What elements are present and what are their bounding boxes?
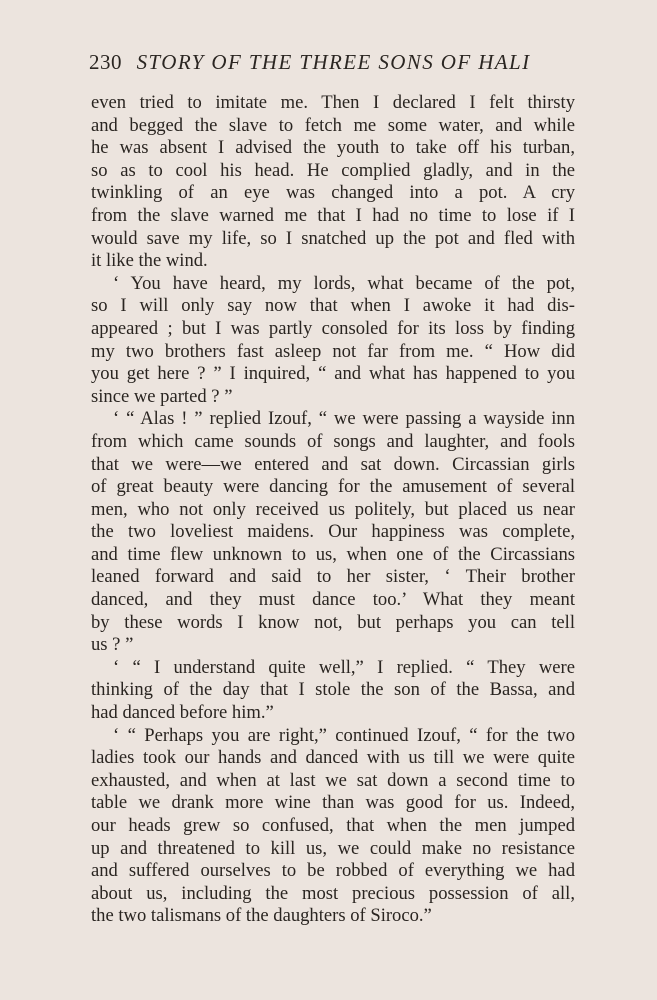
text-line: he was absent I advised the youth to take off his turban, [91, 137, 575, 159]
text-line: us ? ” [91, 634, 134, 656]
text-line: that we were—we entered and sat down. Circassian girls [91, 453, 575, 475]
text-line: leaned forward and said to her sister, ‘ Their brother [91, 566, 575, 588]
text-line: ‘ “ Perhaps you are right,” continued Izouf, “ for the two [113, 724, 575, 746]
text-line: from the slave warned me that I had no time to lose if I [91, 204, 575, 226]
text-line: so I will only say now that when I awoke it had dis- [91, 295, 575, 317]
text-line: exhausted, and when at last we sat down a second time to [91, 769, 575, 791]
text-line: so as to cool his head. He complied gladly, and in the [91, 159, 575, 181]
text-line: danced, and they must dance too.’ What they meant [91, 589, 575, 611]
text-line: even tried to imitate me. Then I declared I felt thirsty [91, 92, 575, 113]
text-line: ladies took our hands and danced with us till we were quite [91, 747, 575, 769]
paragraph [91, 657, 575, 725]
running-head [89, 50, 569, 75]
running-title: STORY OF THE THREE SONS OF HALI [136, 50, 531, 74]
text-line: had danced before him.” [91, 702, 274, 724]
text-line: appeared ; but I was partly consoled for its loss by finding [91, 317, 575, 339]
text-line: men, who not only received us politely, but placed us near [91, 498, 575, 520]
text-line: about us, including the most precious possession of all, [91, 882, 575, 904]
text-line: ‘ “ Alas ! ” replied Izouf, “ we were passing a wayside inn [113, 408, 575, 430]
text-line: would save my life, so I snatched up the pot and fled with [91, 227, 575, 249]
text-line: ‘ “ I understand quite well,” I replied. “ They were [113, 656, 575, 678]
text-line: and begged the slave to fetch me some water, and while [91, 114, 575, 136]
text-line: my two brothers fast asleep not far from me. “ How did [91, 340, 575, 362]
paragraph [91, 408, 575, 657]
text-line: thinking of the day that I stole the son of the Bassa, and [91, 679, 575, 701]
paragraph [91, 92, 575, 273]
text-line: twinkling of an eye was changed into a pot. A cry [91, 182, 575, 204]
text-line: by these words I know not, but perhaps you can tell [91, 611, 575, 633]
paragraph [91, 725, 575, 928]
paragraph [91, 273, 575, 409]
text-line: ‘ You have heard, my lords, what became of the pot, [113, 272, 575, 294]
text-line: the two talismans of the daughters of Siroco.” [91, 905, 432, 927]
text-line: up and threatened to kill us, we could make no resistance [91, 837, 575, 859]
page-number: 230 [89, 50, 122, 74]
text-line: it like the wind. [91, 250, 208, 272]
text-line: since we parted ? ” [91, 385, 233, 407]
text-line: you get here ? ” I inquired, “ and what has happened to you [91, 363, 575, 385]
text-line: and suffered ourselves to be robbed of everything we had [91, 860, 575, 882]
text-line: our heads grew so confused, that when the men jumped [91, 815, 575, 836]
text-line: the two loveliest maidens. Our happiness was complete, [91, 521, 575, 543]
text-line: table we drank more wine than was good for us. Indeed, [91, 792, 575, 814]
text-line: from which came sounds of songs and laughter, and fools [91, 430, 575, 452]
body-text [91, 92, 575, 928]
text-line: and time flew unknown to us, when one of the Circassians [91, 543, 575, 565]
text-line: of great beauty were dancing for the amusement of several [91, 476, 575, 498]
